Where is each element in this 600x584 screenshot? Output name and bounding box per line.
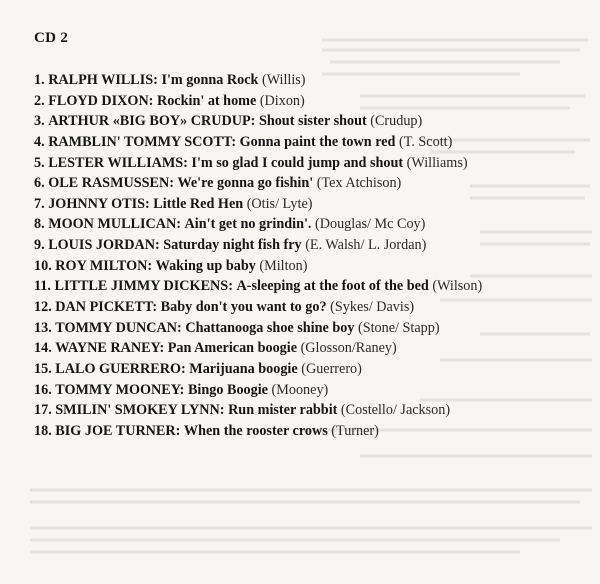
track-artist: TOMMY DUNCAN: bbox=[55, 319, 182, 336]
track-artist: RALPH WILLIS: bbox=[48, 72, 158, 88]
track-row bbox=[34, 235, 594, 256]
track-composer: (Wilson) bbox=[432, 278, 483, 295]
track-artist: BIG JOE TURNER: bbox=[55, 422, 181, 439]
track-composer: (Douglas/ Mc Coy) bbox=[315, 216, 426, 233]
track-title: When the rooster crows bbox=[183, 422, 328, 439]
track-number: 6. bbox=[34, 175, 45, 192]
track-row bbox=[34, 111, 594, 132]
track-composer: (Dixon) bbox=[259, 92, 305, 109]
track-title: I'm gonna Rock bbox=[161, 72, 259, 88]
track-title: Little Red Hen bbox=[153, 195, 244, 212]
track-composer: (E. Walsh/ L. Jordan) bbox=[305, 237, 427, 254]
track-number: 17. bbox=[34, 402, 52, 419]
track-title: Chattanooga shoe shine boy bbox=[185, 319, 355, 336]
track-row bbox=[34, 380, 594, 401]
track-title: Pan American boogie bbox=[167, 340, 298, 357]
track-row bbox=[34, 173, 594, 194]
track-artist: JOHNNY OTIS: bbox=[48, 195, 150, 212]
track-composer: (Williams) bbox=[406, 154, 468, 171]
track-composer: (T. Scott) bbox=[398, 133, 453, 150]
track-number: 18. bbox=[34, 422, 52, 439]
track-row bbox=[34, 421, 594, 442]
track-row bbox=[34, 297, 594, 318]
track-number: 2. bbox=[34, 92, 45, 109]
track-row bbox=[34, 359, 594, 380]
track-number: 5. bbox=[34, 154, 45, 171]
track-title: Saturday night fish fry bbox=[163, 237, 302, 254]
track-row bbox=[34, 70, 594, 91]
track-title: Ain't get no grindin'. bbox=[184, 216, 312, 233]
track-title: We're gonna go fishin' bbox=[177, 175, 314, 192]
track-artist: ARTHUR «BIG BOY» CRUDUP: bbox=[48, 113, 256, 130]
track-row bbox=[34, 256, 594, 277]
track-artist: MOON MULLICAN: bbox=[48, 216, 181, 233]
track-artist: LOUIS JORDAN: bbox=[48, 237, 160, 254]
track-title: Marijuana boogie bbox=[189, 360, 298, 377]
track-title: Rockin' at home bbox=[156, 92, 257, 109]
track-row bbox=[34, 276, 594, 297]
track-row bbox=[34, 194, 594, 215]
track-artist: TOMMY MOONEY: bbox=[55, 381, 185, 398]
track-title: Run mister rabbit bbox=[228, 402, 338, 419]
track-number: 12. bbox=[34, 299, 52, 316]
track-artist: WAYNE RANEY: bbox=[55, 340, 165, 357]
track-artist: DAN PICKETT: bbox=[55, 299, 158, 316]
track-title: A-sleeping at the foot of the bed bbox=[236, 278, 429, 295]
track-row bbox=[34, 214, 594, 235]
track-composer: (Otis/ Lyte) bbox=[246, 195, 313, 212]
track-listing bbox=[34, 30, 594, 442]
track-artist: RAMBLIN' TOMMY SCOTT: bbox=[48, 133, 237, 150]
track-title: I'm so glad I could jump and shout bbox=[191, 154, 404, 171]
track-composer: (Tex Atchison) bbox=[316, 175, 402, 192]
track-number: 15. bbox=[34, 360, 52, 377]
track-list bbox=[34, 70, 594, 442]
track-number: 1. bbox=[34, 72, 45, 88]
track-row bbox=[34, 338, 594, 359]
track-number: 16. bbox=[34, 381, 52, 398]
track-title: Baby don't you want to go? bbox=[160, 299, 327, 316]
track-number: 3. bbox=[34, 113, 45, 130]
track-number: 11. bbox=[34, 278, 51, 295]
track-artist: SMILIN' SMOKEY LYNN: bbox=[55, 402, 225, 419]
track-composer: (Sykes/ Davis) bbox=[330, 299, 415, 316]
track-composer: (Stone/ Stapp) bbox=[357, 319, 440, 336]
track-row bbox=[34, 318, 594, 339]
track-artist: FLOYD DIXON: bbox=[48, 92, 154, 109]
track-row bbox=[34, 132, 594, 153]
track-number: 4. bbox=[34, 133, 45, 150]
track-number: 14. bbox=[34, 340, 52, 357]
track-composer: (Milton) bbox=[259, 257, 308, 274]
track-row bbox=[34, 153, 594, 174]
track-number: 7. bbox=[34, 195, 45, 212]
track-composer: (Glosson/Raney) bbox=[300, 340, 397, 357]
track-composer: (Mooney) bbox=[271, 381, 329, 398]
track-title: Bingo Boogie bbox=[187, 381, 268, 398]
track-artist: LESTER WILLIAMS: bbox=[48, 154, 188, 171]
track-artist: LITTLE JIMMY DICKENS: bbox=[54, 278, 233, 295]
track-composer: (Turner) bbox=[331, 422, 379, 439]
track-number: 13. bbox=[34, 319, 52, 336]
track-composer: (Guerrero) bbox=[301, 360, 362, 377]
disc-heading: CD 2 bbox=[34, 30, 69, 46]
track-row bbox=[34, 400, 594, 421]
track-number: 10. bbox=[34, 257, 52, 274]
track-artist: OLE RASMUSSEN: bbox=[48, 175, 174, 192]
track-title: Gonna paint the town red bbox=[239, 133, 396, 150]
track-row bbox=[34, 91, 594, 112]
track-number: 8. bbox=[34, 216, 45, 233]
track-composer: (Costello/ Jackson) bbox=[340, 402, 451, 419]
track-artist: ROY MILTON: bbox=[55, 257, 153, 274]
track-artist: LALO GUERRERO: bbox=[55, 360, 186, 377]
track-number: 9. bbox=[34, 237, 45, 254]
track-composer: (Willis) bbox=[261, 72, 306, 88]
track-title: Waking up baby bbox=[155, 257, 256, 274]
track-composer: (Crudup) bbox=[370, 113, 423, 130]
track-title: Shout sister shout bbox=[258, 113, 367, 130]
